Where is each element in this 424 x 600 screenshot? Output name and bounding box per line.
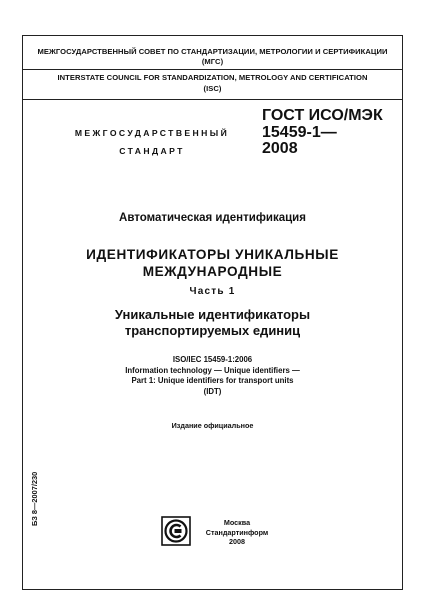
standard-type-line2: СТАНДАРТ [119, 146, 185, 156]
part-number: Часть 1 [189, 286, 236, 297]
part-title [22, 307, 403, 339]
iso-part-line: Part 1: Unique identifiers for transport units [131, 376, 294, 386]
document-title [22, 246, 403, 280]
iso-ref: ISO/IEC 15459-1:2006 [172, 355, 253, 364]
publisher-name: Стандартинформ [205, 527, 269, 537]
council-abbr-ru: (МГС) [201, 57, 224, 66]
header-divider-bottom [22, 99, 403, 100]
standard-code [262, 108, 383, 158]
standard-type-line1: МЕЖГОСУДАРСТВЕННЫЙ [74, 128, 230, 138]
iso-equivalence: (IDT) [203, 386, 222, 396]
publisher-city: Москва [223, 518, 251, 527]
publisher-year: 2008 [229, 537, 245, 546]
standard-code-line1: ГОСТ ИСО/МЭК [262, 107, 383, 124]
standard-type [62, 124, 242, 160]
edition-note: Издание официальное [171, 421, 254, 430]
document-subject: Автоматическая идентификация [119, 212, 306, 224]
header-divider-top [22, 69, 403, 70]
part-title-line1: Уникальные идентификаторы [114, 307, 311, 322]
iso-reference [22, 355, 403, 397]
publisher-block [202, 518, 272, 547]
part-title-line2: транспортируемых единиц [124, 323, 301, 338]
standard-code-line2: 15459-1— [262, 123, 337, 141]
iso-title-line: Information technology — Unique identifiers — [125, 365, 300, 375]
standartinform-logo-icon [161, 516, 191, 546]
standard-code-line3: 2008 [262, 140, 298, 157]
document-title-line2: МЕЖДУНАРОДНЫЕ [142, 264, 283, 279]
council-abbr-en: (ISC) [203, 84, 222, 93]
document-title-line1: ИДЕНТИФИКАТОРЫ УНИКАЛЬНЫЕ [86, 247, 339, 262]
side-code: БЗ 8—2007/230 [30, 471, 39, 526]
council-name-ru: МЕЖГОСУДАРСТВЕННЫЙ СОВЕТ ПО СТАНДАРТИЗАЦИИ, МЕТРОЛОГИИ И СЕРТИФИКАЦИИ [37, 47, 388, 56]
council-name-en: INTERSTATE COUNCIL FOR STANDARDIZATION, METROLOGY AND CERTIFICATION [57, 73, 368, 82]
